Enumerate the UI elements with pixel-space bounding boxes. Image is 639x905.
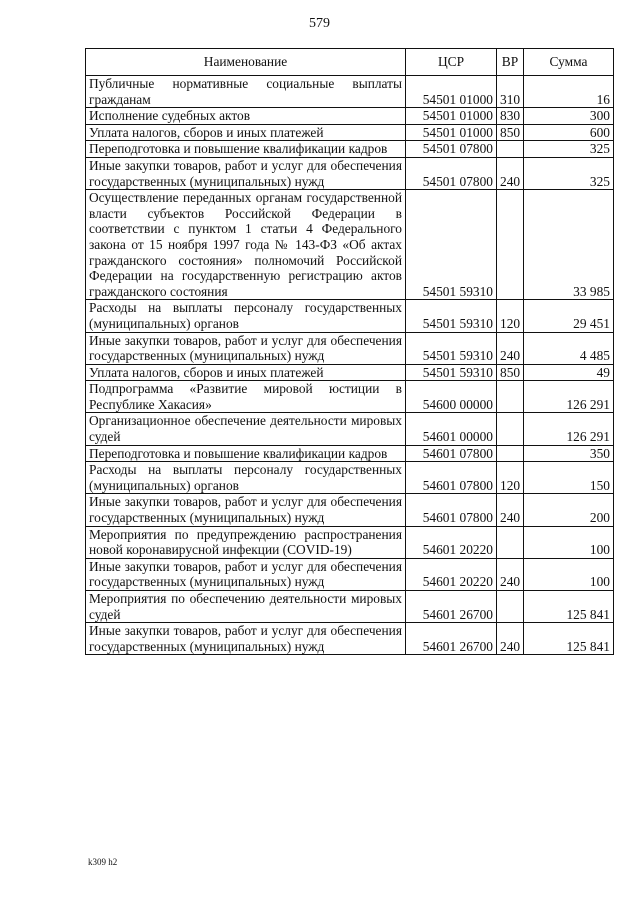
row-csr: 54501 59310	[406, 300, 497, 332]
table-body	[86, 76, 614, 655]
row-csr: 54601 20220	[406, 558, 497, 590]
row-vr: 850	[497, 364, 524, 381]
row-csr: 54601 26700	[406, 591, 497, 623]
row-csr: 54601 07800	[406, 462, 497, 494]
page-number: 579	[309, 16, 330, 31]
row-name: Публичные нормативные социальные выплаты гражданам	[86, 76, 406, 108]
header-row	[86, 49, 614, 76]
row-vr: 240	[497, 332, 524, 364]
row-name: Расходы на выплаты персоналу государственных (муниципальных) органов	[86, 300, 406, 332]
table-row	[86, 623, 614, 655]
table-row	[86, 526, 614, 558]
row-vr	[497, 381, 524, 413]
row-sum: 49	[524, 364, 614, 381]
header-name: Наименование	[86, 49, 406, 76]
table-row	[86, 558, 614, 590]
row-vr: 830	[497, 108, 524, 125]
row-name: Уплата налогов, сборов и иных платежей	[86, 364, 406, 381]
table-row	[86, 591, 614, 623]
table-row	[86, 190, 614, 300]
row-vr: 120	[497, 300, 524, 332]
row-vr: 310	[497, 76, 524, 108]
row-csr: 54600 00000	[406, 381, 497, 413]
table-row	[86, 381, 614, 413]
row-csr: 54501 59310	[406, 190, 497, 300]
row-sum: 4 485	[524, 332, 614, 364]
row-csr: 54501 07800	[406, 157, 497, 189]
row-name: Переподготовка и повышение квалификации кадров	[86, 141, 406, 158]
row-csr: 54501 59310	[406, 332, 497, 364]
budget-table	[85, 48, 614, 655]
table-row	[86, 300, 614, 332]
table-row	[86, 462, 614, 494]
row-csr: 54501 59310	[406, 364, 497, 381]
table-row	[86, 157, 614, 189]
row-vr	[497, 445, 524, 462]
row-vr	[497, 190, 524, 300]
row-vr: 240	[497, 157, 524, 189]
row-sum: 100	[524, 526, 614, 558]
table-row	[86, 445, 614, 462]
row-name: Исполнение судебных актов	[86, 108, 406, 125]
row-name: Расходы на выплаты персоналу государственных (муниципальных) органов	[86, 462, 406, 494]
row-vr	[497, 591, 524, 623]
row-vr: 850	[497, 124, 524, 141]
row-vr: 240	[497, 494, 524, 526]
row-csr: 54501 01000	[406, 76, 497, 108]
table-row	[86, 108, 614, 125]
row-name: Мероприятия по обеспечению деятельности мировых судей	[86, 591, 406, 623]
row-vr	[497, 526, 524, 558]
row-name: Осуществление переданных органам государственной власти субъектов Российской Федерации в соответствии с пунктом 1 статьи 4 Федерального закона от 15 ноября 1997 года № 143-ФЗ «Об актах гражданского состояния» полномочий Российской Федерации на государственную регистрацию актов гражданского состояния	[86, 190, 406, 300]
row-csr: 54601 00000	[406, 413, 497, 445]
row-csr: 54501 01000	[406, 124, 497, 141]
row-csr: 54501 07800	[406, 141, 497, 158]
row-sum: 350	[524, 445, 614, 462]
table-row	[86, 494, 614, 526]
row-sum: 16	[524, 76, 614, 108]
row-vr: 240	[497, 558, 524, 590]
row-name: Иные закупки товаров, работ и услуг для обеспечения государственных (муниципальных) нужд	[86, 623, 406, 655]
header-sum: Сумма	[524, 49, 614, 76]
table-row	[86, 124, 614, 141]
row-csr: 54601 07800	[406, 494, 497, 526]
row-sum: 125 841	[524, 623, 614, 655]
row-sum: 33 985	[524, 190, 614, 300]
row-sum: 325	[524, 141, 614, 158]
footer-code: k309 h2	[88, 857, 118, 867]
row-sum: 126 291	[524, 381, 614, 413]
table-row	[86, 364, 614, 381]
row-sum: 125 841	[524, 591, 614, 623]
header-vr: ВР	[497, 49, 524, 76]
row-sum: 100	[524, 558, 614, 590]
table-row	[86, 76, 614, 108]
table-row	[86, 141, 614, 158]
row-sum: 325	[524, 157, 614, 189]
table-row	[86, 413, 614, 445]
row-vr: 120	[497, 462, 524, 494]
row-csr: 54601 20220	[406, 526, 497, 558]
row-vr: 240	[497, 623, 524, 655]
row-csr: 54601 26700	[406, 623, 497, 655]
row-vr	[497, 141, 524, 158]
row-name: Иные закупки товаров, работ и услуг для обеспечения государственных (муниципальных) нужд	[86, 332, 406, 364]
row-name: Иные закупки товаров, работ и услуг для обеспечения государственных (муниципальных) нужд	[86, 157, 406, 189]
row-csr: 54601 07800	[406, 445, 497, 462]
row-name: Организационное обеспечение деятельности мировых судей	[86, 413, 406, 445]
row-name: Уплата налогов, сборов и иных платежей	[86, 124, 406, 141]
row-sum: 150	[524, 462, 614, 494]
row-vr	[497, 413, 524, 445]
row-sum: 200	[524, 494, 614, 526]
row-csr: 54501 01000	[406, 108, 497, 125]
row-name: Подпрограмма «Развитие мировой юстиции в Республике Хакасия»	[86, 381, 406, 413]
row-sum: 600	[524, 124, 614, 141]
row-name: Переподготовка и повышение квалификации кадров	[86, 445, 406, 462]
row-sum: 126 291	[524, 413, 614, 445]
row-name: Мероприятия по предупреждению распространения новой коронавирусной инфекции (COVID-19)	[86, 526, 406, 558]
row-sum: 29 451	[524, 300, 614, 332]
header-csr: ЦСР	[406, 49, 497, 76]
row-name: Иные закупки товаров, работ и услуг для обеспечения государственных (муниципальных) нужд	[86, 558, 406, 590]
table-row	[86, 332, 614, 364]
row-sum: 300	[524, 108, 614, 125]
row-name: Иные закупки товаров, работ и услуг для обеспечения государственных (муниципальных) нужд	[86, 494, 406, 526]
